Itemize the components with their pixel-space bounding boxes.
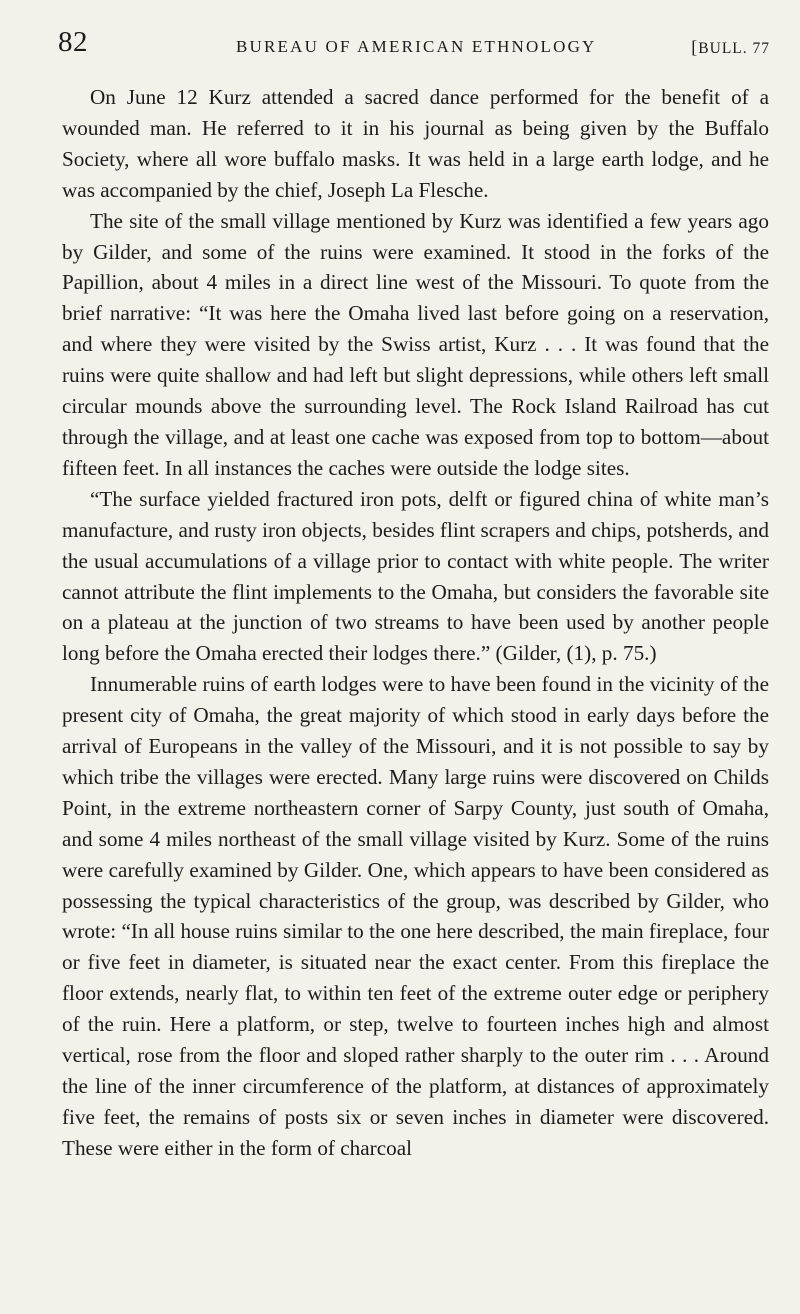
page-number: 82 — [58, 26, 88, 58]
running-head — [58, 26, 770, 66]
paragraph-village-site: The site of the small village mentioned by Kurz was identified a few years ago by Gilder, and some of the ruins were examined. It stood in the forks of the Papillion, about 4 miles in a direct line west of the Missouri. To quote from the brief narrative: “It was here the Omaha lived last before going on a reservation, and where they were visited by the Swiss artist, Kurz . . . It was found that the ruins were quite shallow and had left but slight depressions, while others left small circular mounds above the surrounding level. The Rock Island Railroad has cut through the village, and at least one cache was exposed from top to bottom—about fifteen feet. In all instances the caches were outside the lodge sites. — [62, 208, 769, 480]
bulletin-number: BULL. 77 — [698, 40, 770, 57]
paragraph-surface-finds: “The surface yielded fractured iron pots, delft or figured china of white man’s manufacture, and rusty iron objects, besides flint scrapers and chips, potsherds, and the usual accumulations of a village prior to contact with white people. The writer cannot attribute the flint implements to the Omaha, but considers the favorable site on a plateau at the junction of two streams to have been used by another people long before the Omaha erected their lodges there.” (Gilder, (1), p. 75.) — [62, 486, 769, 666]
running-title: BUREAU OF AMERICAN ETHNOLOGY — [236, 37, 597, 56]
body-text — [62, 82, 769, 1164]
paragraph-kurz-dance: On June 12 Kurz attended a sacred dance performed for the benefit of a wounded man. He referred to it in his journal as being given by the Buffalo Society, where all wore buffalo masks. It was held in a large earth lodge, and he was accompanied by the chief, Joseph La Flesche. — [62, 85, 769, 202]
bulletin-reference: [BULL. 77 — [691, 37, 770, 57]
paragraph-earth-lodge-ruins: Innumerable ruins of earth lodges were to have been found in the vicinity of the present city of Omaha, the great majority of which stood in early days before the arrival of Europeans in the valley of the Missouri, and it is not possible to say by which tribe the villages were erected. Many large ruins were discovered on Childs Point, in the extreme northeastern corner of Sarpy County, just south of Omaha, and some 4 miles northeast of the small village visited by Kurz. Some of the ruins were carefully examined by Gilder. One, which appears to have been considered as possessing the typical characteristics of the group, was described by Gilder, who wrote: “In all house ruins similar to the one here described, the main fireplace, four or five feet in diameter, is situated near the exact center. From this fireplace the floor extends, nearly flat, to within ten feet of the extreme outer edge or periphery of the ruin. Here a platform, or step, twelve to fourteen inches high and almost vertical, rose from the floor and sloped rather sharply to the outer rim . . . Around the line of the inner circumference of the platform, at distances of approximately five feet, the remains of posts six or seven inches in diameter were discovered. These were either in the form of charcoal — [62, 672, 769, 1160]
